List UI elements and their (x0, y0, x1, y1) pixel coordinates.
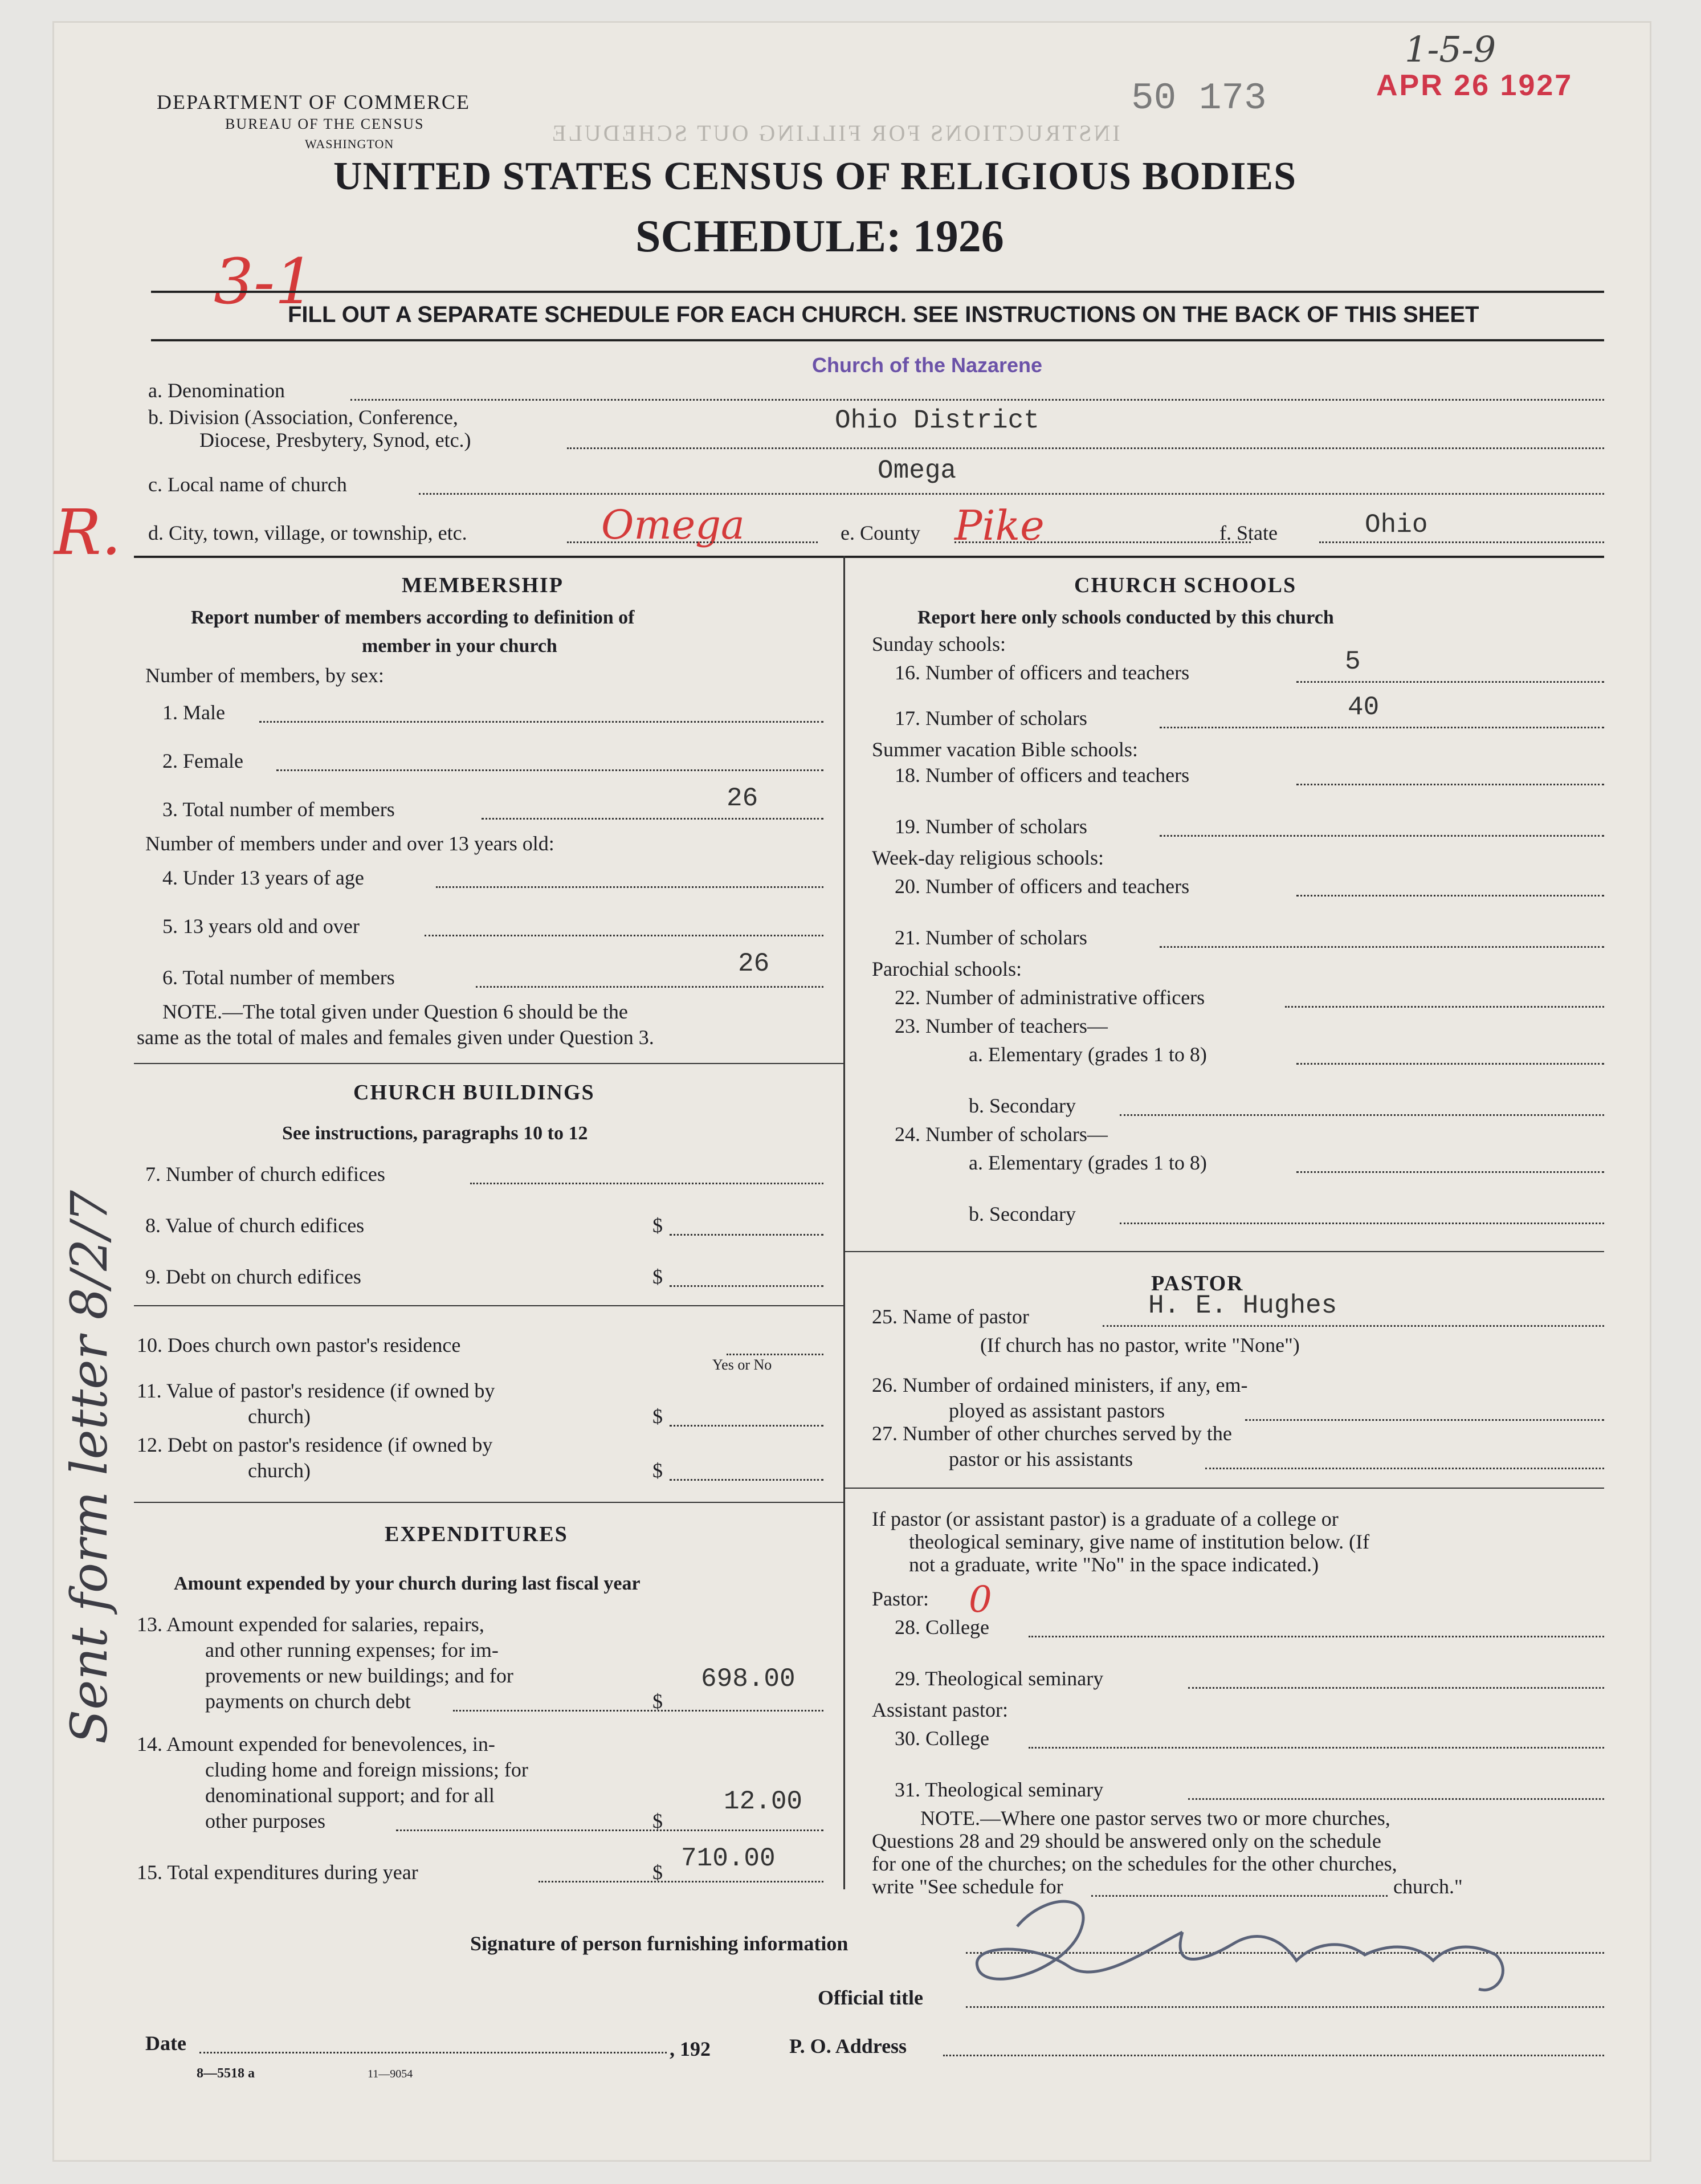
q4-line (436, 886, 823, 888)
q30-line (1029, 1747, 1604, 1749)
q19-line (1160, 835, 1604, 837)
q31-label: 31. Theological seminary (895, 1778, 1104, 1801)
q24b-line (1120, 1223, 1604, 1224)
state-value: Ohio (1365, 510, 1428, 540)
q23a-label: a. Elementary (grades 1 to 8) (969, 1043, 1207, 1066)
q11-line (670, 1425, 823, 1427)
q16-value: 5 (1345, 647, 1361, 677)
instruction-banner: FILL OUT A SEPARATE SCHEDULE FOR EACH CHURCH. SEE INSTRUCTIONS ON THE BACK OF THIS SHEET (288, 302, 1479, 327)
q27-line (1205, 1468, 1604, 1469)
membership-intro-2: member in your church (362, 635, 557, 657)
q28-line (1029, 1636, 1604, 1637)
form-code: 8—5518 a (197, 2066, 255, 2081)
q14-value: 12.00 (724, 1787, 803, 1816)
pastor-note-3: for one of the churches; on the schedules for the other churches, (872, 1852, 1397, 1875)
q15-dollar: $ (652, 1861, 663, 1884)
q3-value: 26 (727, 784, 758, 813)
denomination-label: a. Denomination (148, 379, 285, 402)
q5-line (425, 935, 823, 936)
q14-line-1: 14. Amount expended for benevolences, in- (137, 1733, 495, 1755)
q12-label: 12. Debt on pastor's residence (if owned by (137, 1433, 493, 1456)
header-rule (151, 291, 1604, 293)
graduate-note-2: theological seminary, give name of institution below. (If (909, 1530, 1370, 1553)
date-line (199, 2052, 667, 2053)
q28-label: 28. College (895, 1616, 989, 1639)
graduate-note-3: not a graduate, write "No" in the space indicated.) (909, 1553, 1319, 1576)
schedule-title: SCHEDULE: 1926 (635, 211, 1004, 262)
handwritten-reference: 1-5-9 (1405, 28, 1496, 70)
q21-label: 21. Number of scholars (895, 926, 1087, 949)
pastor-note-4b: church." (1393, 1875, 1463, 1898)
q3-line (482, 818, 823, 820)
q13-line-1: 13. Amount expended for salaries, repairs, (137, 1613, 484, 1636)
pastor-rule (843, 1488, 1604, 1489)
margin-r-mark: R. (54, 496, 121, 569)
pastor-edu-label: Pastor: (872, 1587, 929, 1610)
q10-label: 10. Does church own pastor's residence (137, 1334, 461, 1356)
q30-label: 30. College (895, 1727, 989, 1750)
pastor-title: PASTOR (1151, 1272, 1244, 1295)
q2-label: 2. Female (162, 749, 243, 772)
pastor-note-4: write "See schedule for (872, 1875, 1063, 1898)
schools-sub: Report here only schools conducted by this church (917, 607, 1334, 628)
q1-label: 1. Male (162, 701, 225, 724)
q26-line (1245, 1419, 1604, 1421)
q25-line (1103, 1325, 1604, 1327)
date-year: , 192 (670, 2038, 711, 2060)
q21-line (1160, 946, 1604, 948)
membership-intro: Report number of members according to definition of (191, 607, 635, 628)
q14-line-3: denominational support; and for all (205, 1784, 495, 1807)
q8-line (670, 1234, 823, 1236)
membership-note: NOTE.—The total given under Question 6 should be the (162, 1000, 628, 1023)
form-number: 50 173 (1131, 77, 1267, 120)
city-label: d. City, town, village, or township, etc. (148, 521, 467, 544)
q7-line (470, 1183, 823, 1184)
q4-label: 4. Under 13 years of age (162, 866, 364, 889)
pastor-note-2: Questions 28 and 29 should be answered only on the schedule (872, 1829, 1381, 1852)
city-value: Omega (601, 502, 745, 548)
q9-label: 9. Debt on church edifices (145, 1265, 361, 1288)
q5-label: 5. 13 years old and over (162, 915, 360, 938)
handwritten-mark: 3-1 (214, 245, 315, 318)
q13-dollar: $ (652, 1690, 663, 1713)
q24-label: 24. Number of scholars— (895, 1123, 1108, 1146)
q11-label: 11. Value of pastor's residence (if owned by (137, 1379, 495, 1402)
summer-label: Summer vacation Bible schools: (872, 738, 1138, 761)
official-title-label: Official title (818, 1986, 923, 2009)
q26-label: 26. Number of ordained ministers, if any, em- (872, 1374, 1248, 1396)
weekday-label: Week-day religious schools: (872, 846, 1104, 869)
q24a-label: a. Elementary (grades 1 to 8) (969, 1151, 1207, 1174)
members-by-sex: Number of members, by sex: (145, 664, 384, 687)
yes-no-hint: Yes or No (712, 1356, 772, 1373)
division-value: Ohio District (835, 406, 1039, 435)
age-label: Number of members under and over 13 years old: (145, 832, 554, 855)
signature-label: Signature of person furnishing information (470, 1932, 849, 1955)
q18-label: 18. Number of officers and teachers (895, 764, 1190, 787)
q12-dollar: $ (652, 1459, 663, 1482)
signature-scribble (966, 1881, 1564, 2012)
q31-line (1188, 1798, 1604, 1800)
margin-handwriting: Sent form letter 8/2/7 (60, 1190, 119, 1744)
bureau: BUREAU OF THE CENSUS (225, 116, 425, 132)
expenditures-title: EXPENDITURES (385, 1522, 568, 1546)
graduate-note-1: If pastor (or assistant pastor) is a graduate of a college or (872, 1507, 1339, 1530)
parochial-label: Parochial schools: (872, 957, 1022, 980)
form-title: UNITED STATES CENSUS OF RELIGIOUS BODIES (333, 154, 1297, 198)
q9-dollar: $ (652, 1265, 663, 1288)
q16-line (1296, 681, 1604, 683)
q13-line-3: provements or new buildings; and for (205, 1664, 513, 1687)
q13-value: 698.00 (701, 1664, 796, 1694)
buildings-title: CHURCH BUILDINGS (353, 1081, 595, 1105)
q6-label: 6. Total number of members (162, 966, 395, 989)
po-address-label: P. O. Address (789, 2035, 907, 2057)
assistant-label: Assistant pastor: (872, 1698, 1008, 1721)
q12-label-2: church) (248, 1459, 311, 1482)
q24b-label: b. Secondary (969, 1203, 1076, 1225)
q26-label-2: ployed as assistant pastors (949, 1399, 1165, 1422)
q14-line-2: cluding home and foreign missions; for (205, 1758, 528, 1781)
po-address-line (943, 2055, 1604, 2056)
q6-line (476, 986, 823, 988)
buildings-rule (134, 1305, 843, 1306)
q3-label: 3. Total number of members (162, 798, 395, 821)
q23-label: 23. Number of teachers— (895, 1014, 1108, 1037)
q15-label: 15. Total expenditures during year (137, 1861, 418, 1884)
q25-label: 25. Name of pastor (872, 1305, 1029, 1328)
state-label: f. State (1219, 521, 1278, 544)
q22-label: 22. Number of administrative officers (895, 986, 1205, 1009)
q8-label: 8. Value of church edifices (145, 1214, 365, 1237)
pastor-edu-mark: 0 (969, 1579, 992, 1621)
q19-label: 19. Number of scholars (895, 815, 1087, 838)
q8-dollar: $ (652, 1214, 663, 1237)
sunday-label: Sunday schools: (872, 633, 1006, 655)
received-stamp: APR 26 1927 (1376, 69, 1573, 102)
census-form (54, 23, 1650, 2160)
local-name-line (419, 493, 1604, 495)
q14-line-4: other purposes (205, 1810, 325, 1832)
q22-line (1285, 1006, 1604, 1008)
q12-line (670, 1479, 823, 1481)
state-line (1319, 541, 1604, 543)
q27-label-2: pastor or his assistants (949, 1448, 1133, 1470)
q13-line (453, 1710, 823, 1712)
pastor-note-1: NOTE.—Where one pastor serves two or more churches, (920, 1807, 1390, 1829)
q23a-line (1296, 1063, 1604, 1065)
q2-line (276, 769, 823, 771)
q17-value: 40 (1348, 692, 1380, 722)
q18-line (1296, 784, 1604, 785)
county-label: e. County (841, 521, 920, 544)
q14-line (396, 1829, 823, 1831)
date-label: Date (145, 2032, 186, 2055)
column-divider (843, 556, 845, 1889)
schools-rule (843, 1251, 1604, 1252)
local-name-label: c. Local name of church (148, 473, 347, 496)
membership-rule (134, 1063, 843, 1064)
county-line (954, 541, 1251, 543)
q25-value: H. E. Hughes (1148, 1291, 1337, 1321)
division-label-2: Diocese, Presbytery, Synod, etc.) (199, 429, 471, 451)
q11-dollar: $ (652, 1405, 663, 1428)
q17-line (1160, 727, 1604, 728)
q10-line (727, 1354, 823, 1355)
membership-title: MEMBERSHIP (402, 573, 564, 597)
residence-rule (134, 1502, 843, 1503)
county-value: Pike (954, 502, 1045, 549)
show-through-text: INSTRUCTIONS FOR FILLING OUT SCHEDULE (550, 120, 1120, 146)
print-code: 11—9054 (368, 2068, 413, 2080)
q6-value: 26 (738, 949, 770, 979)
q11-label-2: church) (248, 1405, 311, 1428)
q24a-line (1296, 1171, 1604, 1173)
q29-line (1188, 1687, 1604, 1689)
q27-label: 27. Number of other churches served by the (872, 1422, 1232, 1445)
q9-line (670, 1285, 823, 1287)
q7-label: 7. Number of church edifices (145, 1163, 385, 1185)
denomination-line (350, 399, 1604, 401)
q13-line-4: payments on church debt (205, 1690, 411, 1713)
section-rule-top (134, 556, 1604, 558)
buildings-sub: See instructions, paragraphs 10 to 12 (282, 1123, 588, 1144)
schools-title: CHURCH SCHOOLS (1074, 573, 1297, 597)
q25-note: (If church has no pastor, write "None") (980, 1334, 1300, 1356)
department: DEPARTMENT OF COMMERCE (157, 91, 470, 113)
q1-line (259, 721, 823, 723)
official-title-line (966, 2006, 1604, 2008)
denomination-stamp: Church of the Nazarene (812, 353, 1043, 377)
q20-line (1296, 895, 1604, 897)
header-rule-2 (151, 339, 1604, 341)
q23b-line (1120, 1114, 1604, 1116)
q13-line-2: and other running expenses; for im- (205, 1639, 499, 1661)
q29-label: 29. Theological seminary (895, 1667, 1104, 1690)
q16-label: 16. Number of officers and teachers (895, 661, 1190, 684)
division-line (567, 447, 1604, 449)
washington: WASHINGTON (305, 137, 394, 151)
city-line (567, 541, 818, 543)
q15-value: 710.00 (681, 1844, 776, 1873)
q14-dollar: $ (652, 1810, 663, 1832)
membership-note-2: same as the total of males and females given under Question 3. (137, 1026, 654, 1049)
expenditures-sub: Amount expended by your church during last fiscal year (174, 1573, 641, 1594)
division-label: b. Division (Association, Conference, (148, 406, 458, 429)
q20-label: 20. Number of officers and teachers (895, 875, 1190, 898)
q15-line (539, 1881, 823, 1883)
q17-label: 17. Number of scholars (895, 707, 1087, 730)
local-name-value: Omega (878, 456, 957, 486)
q23b-label: b. Secondary (969, 1094, 1076, 1117)
